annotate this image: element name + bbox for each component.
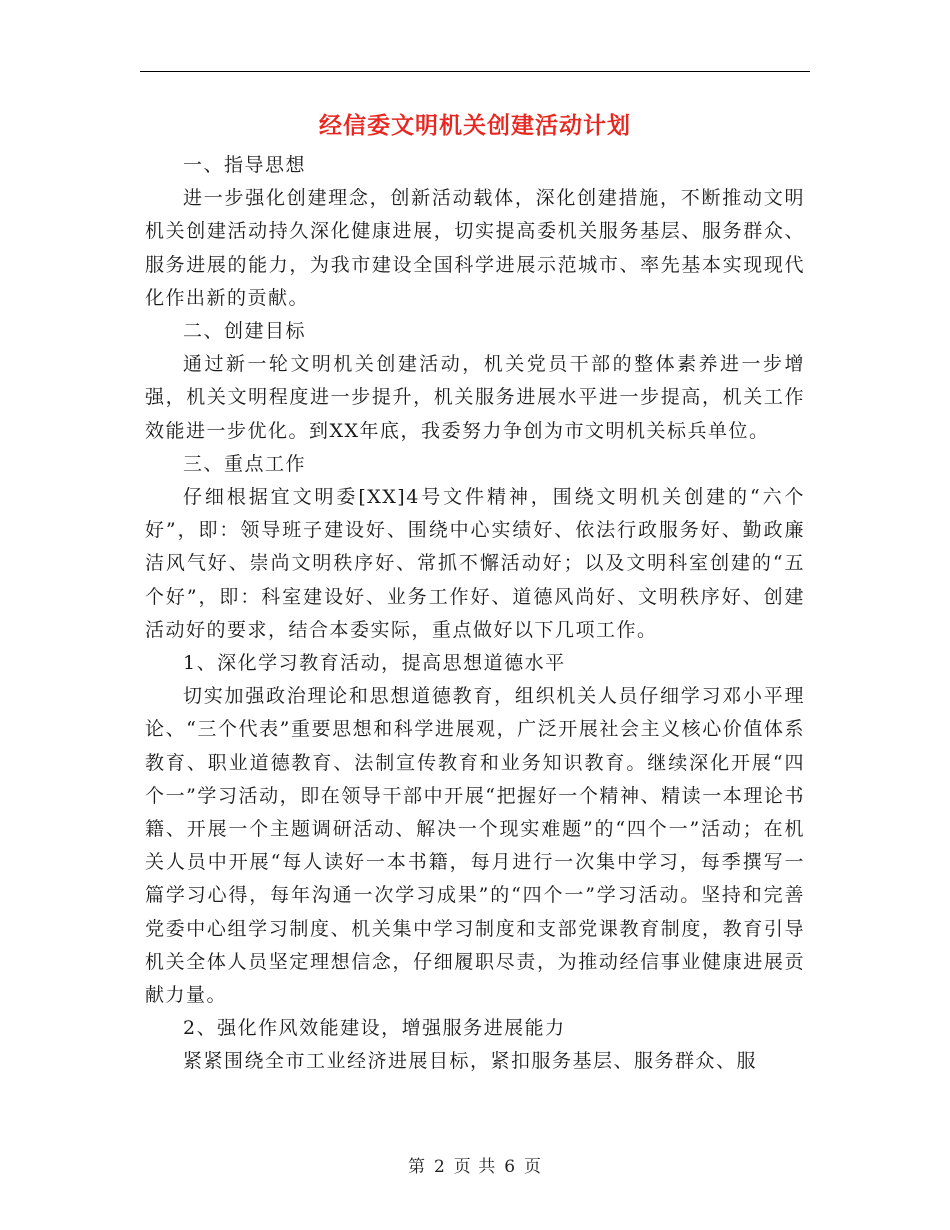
subheading-work-style: 2、强化作风效能建设，增强服务进展能力: [183, 1017, 566, 1040]
paragraph-key-work: 仔细根据宜文明委[XX]4号文件精神，围绕文明机关创建的“六个好”，即：领导班子建设好、围绕中心实绩好、依法行政服务好、勤政廉洁风气好、崇尚文明秩序好、常抓不懈活动好；以及文明科室创建的“五个好”，即：科室建设好、业务工作好、道德风尚好、文明秩序好、创建活动好的要求，结合本委实际，重点做好以下几项工作。: [145, 486, 805, 641]
page-footer: [0, 1152, 950, 1177]
footer-current-page: 2: [433, 1157, 446, 1177]
footer-middle: 页 共: [453, 1157, 497, 1177]
footer-total-pages: 6: [504, 1157, 517, 1177]
document-title: 经信委文明机关创建活动计划: [319, 112, 631, 139]
paragraph-guiding-ideology: 进一步强化创建理念，创新活动载体，深化创建措施，不断推动文明机关创建活动持久深化健康进展，切实提高委机关服务基层、服务群众、服务进展的能力，为我市建设全国科学进展示范城市、率先基本实现现代化作出新的贡献。: [145, 187, 805, 309]
paragraph-goals: 通过新一轮文明机关创建活动，机关党员干部的整体素养进一步增强，机关文明程度进一步提升，机关服务进展水平进一步提高，机关工作效能进一步优化。到XX年底，我委努力争创为市文明机关标兵单位。: [145, 353, 805, 442]
header-rule: [140, 71, 810, 72]
paragraph-work-style: 紧紧围绕全市工业经济进展目标，紧扣服务基层、服务群众、服: [183, 1050, 758, 1073]
footer-suffix: 页: [524, 1157, 543, 1177]
section-heading-key-work: 三、重点工作: [183, 452, 307, 475]
footer-prefix: 第: [407, 1157, 426, 1177]
section-heading-guiding-ideology: 一、指导思想: [183, 154, 307, 176]
subheading-study-education: 1、深化学习教育活动，提高思想道德水平: [183, 652, 566, 675]
section-heading-goals: 二、创建目标: [183, 320, 307, 343]
document-body: [145, 149, 805, 1079]
paragraph-study-education: 切实加强政治理论和思想道德教育，组织机关人员仔细学习邓小平理论、“三个代表”重要思想和科学进展观，广泛开展社会主义核心价值体系教育、职业道德教育、法制宣传教育和业务知识教育。继续深化开展“四个一”学习活动，即在领导干部中开展“把握好一个精神、精读一本理论书籍、开展一个主题调研活动、解决一个现实难题”的“四个一”活动；在机关人员中开展“每人读好一本书籍，每月进行一次集中学习，每季撰写一篇学习心得，每年沟通一次学习成果”的“四个一”学习活动。坚持和完善党委中心组学习制度、机关集中学习制度和支部党课教育制度，教育引导机关全体人员坚定理想信念，仔细履职尽责，为推动经信事业健康进展贡献力量。: [145, 685, 805, 1007]
